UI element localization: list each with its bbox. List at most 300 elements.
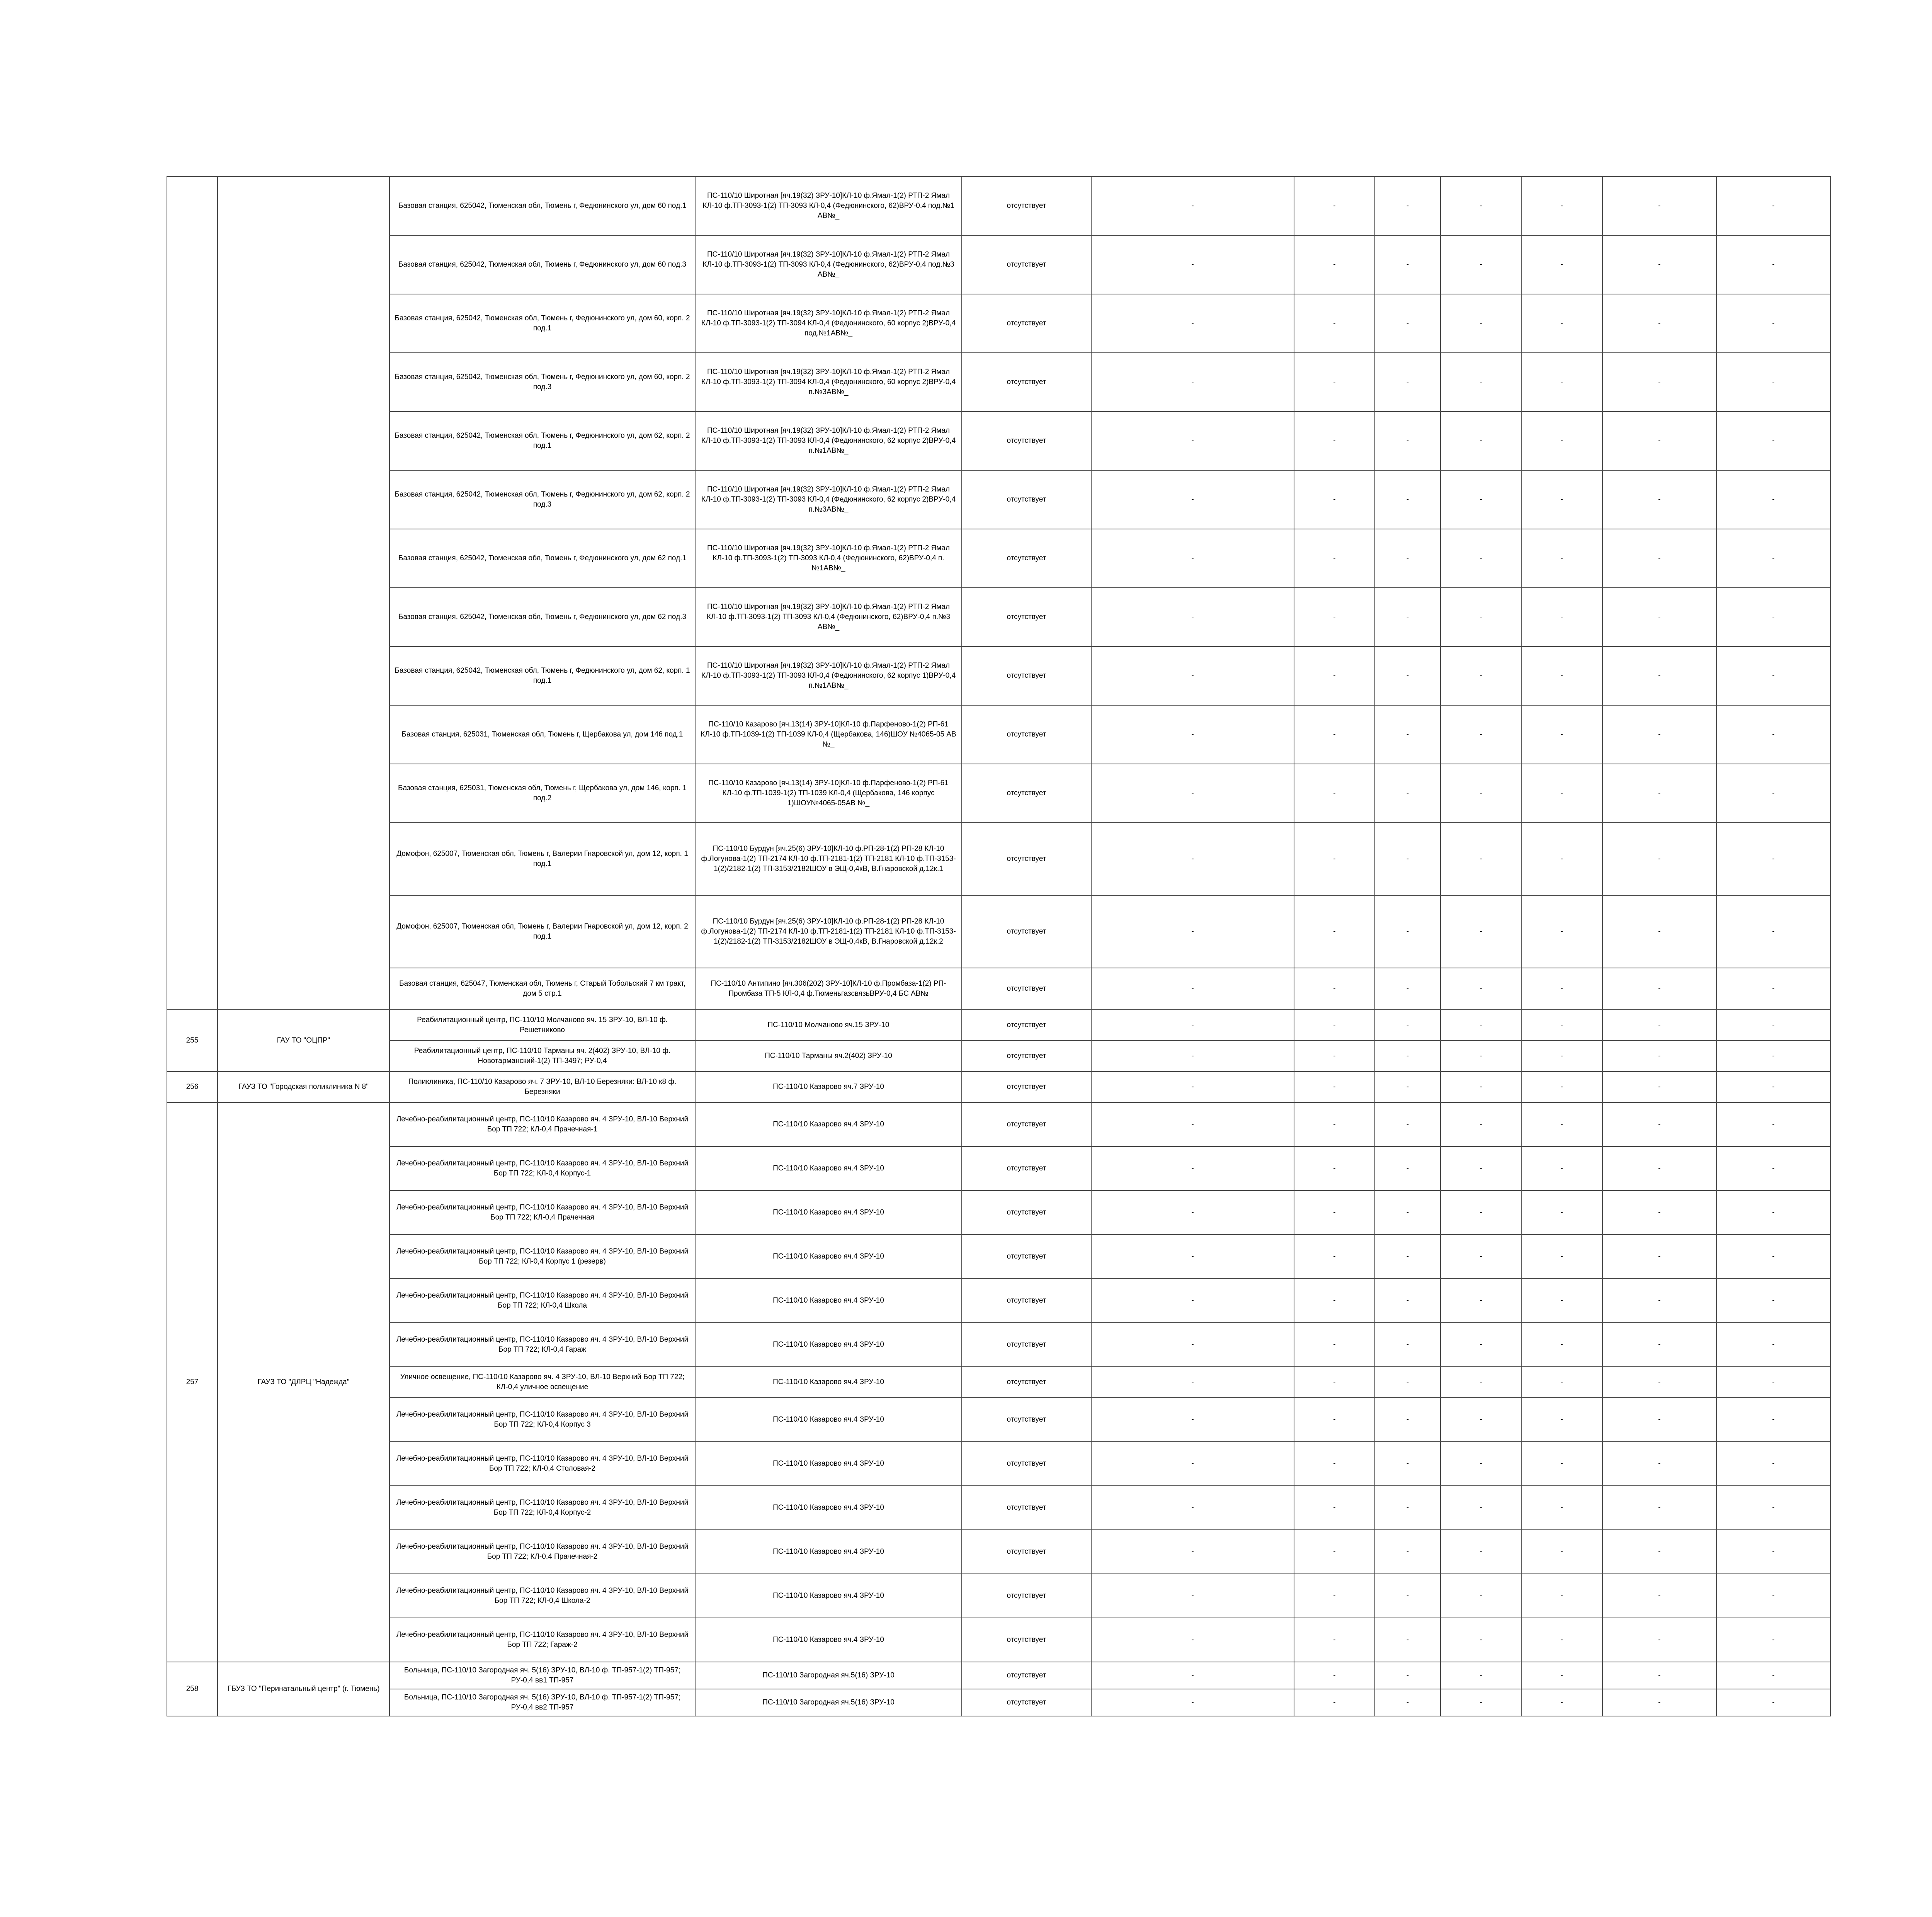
object-cell: Больница, ПС-110/10 Загородная яч. 5(16) ЗРУ-10, ВЛ-10 ф. ТП-957-1(2) ТП-957; РУ-0,4 вв2 ТП-957 [389, 1689, 695, 1716]
dash-cell: - [1521, 1486, 1602, 1530]
dash-cell: - [1602, 1146, 1716, 1191]
dash-cell: - [1091, 1618, 1294, 1662]
table-row [167, 1041, 1830, 1072]
dash-cell: - [1440, 470, 1521, 529]
table-row [167, 1235, 1830, 1279]
dash-cell: - [1294, 1662, 1375, 1689]
number-cell: 255 [167, 1010, 218, 1072]
dash-cell: - [1602, 764, 1716, 823]
dash-cell: - [1602, 1010, 1716, 1041]
object-cell: Лечебно-реабилитационный центр, ПС-110/10 Казарово яч. 4 ЗРУ-10, ВЛ-10 Верхний Бор ТП 722; КЛ-0,4 Школа-2 [389, 1574, 695, 1618]
dash-cell: - [1375, 235, 1440, 294]
object-cell: Базовая станция, 625042, Тюменская обл, Тюмень г, Федюнинского ул, дом 62, корп. 1 под.1 [389, 646, 695, 705]
dash-cell: - [1602, 1235, 1716, 1279]
dash-cell: - [1716, 1530, 1830, 1574]
table-row [167, 588, 1830, 646]
dash-cell: - [1602, 529, 1716, 588]
status-cell: отсутствует [962, 1367, 1091, 1398]
supply-scheme-cell: ПС-110/10 Казарово [яч.13(14) ЗРУ-10]КЛ-10 ф.Парфеново-1(2) РП-61 КЛ-10 ф.ТП-1039-1(2) ТП-1039 КЛ-0,4 (Щербакова, 146)ШОУ №4065-05 АВ №_ [695, 705, 962, 764]
dash-cell: - [1716, 1072, 1830, 1102]
table-row [167, 1486, 1830, 1530]
dash-cell: - [1440, 1072, 1521, 1102]
dash-cell: - [1716, 353, 1830, 412]
object-cell: Реабилитационный центр, ПС-110/10 Молчаново яч. 15 ЗРУ-10, ВЛ-10 ф. Решетниково [389, 1010, 695, 1041]
dash-cell: - [1091, 294, 1294, 353]
dash-cell: - [1716, 1041, 1830, 1072]
table-row [167, 823, 1830, 895]
table-row [167, 294, 1830, 353]
dash-cell: - [1375, 1367, 1440, 1398]
dash-cell: - [1440, 895, 1521, 968]
dash-cell: - [1375, 1662, 1440, 1689]
dash-cell: - [1091, 235, 1294, 294]
dash-cell: - [1602, 470, 1716, 529]
dash-cell: - [1521, 1235, 1602, 1279]
dash-cell: - [1091, 705, 1294, 764]
table-row [167, 705, 1830, 764]
number-cell: 257 [167, 1102, 218, 1662]
dash-cell: - [1602, 1072, 1716, 1102]
dash-cell: - [1440, 588, 1521, 646]
dash-cell: - [1521, 646, 1602, 705]
dash-cell: - [1294, 764, 1375, 823]
dash-cell: - [1602, 1486, 1716, 1530]
number-cell: 256 [167, 1072, 218, 1102]
dash-cell: - [1294, 588, 1375, 646]
object-cell: Базовая станция, 625042, Тюменская обл, Тюмень г, Федюнинского ул, дом 62 под.3 [389, 588, 695, 646]
dash-cell: - [1602, 1191, 1716, 1235]
dash-cell: - [1440, 1618, 1521, 1662]
dash-cell: - [1440, 1191, 1521, 1235]
dash-cell: - [1294, 895, 1375, 968]
dash-cell: - [1602, 1398, 1716, 1442]
supply-scheme-cell: ПС-110/10 Молчаново яч.15 ЗРУ-10 [695, 1010, 962, 1041]
organization-cell: ГБУЗ ТО "Перинатальный центр" (г. Тюмень) [218, 1662, 389, 1716]
dash-cell: - [1091, 1102, 1294, 1146]
dash-cell: - [1521, 588, 1602, 646]
dash-cell: - [1521, 1041, 1602, 1072]
dash-cell: - [1375, 1618, 1440, 1662]
dash-cell: - [1440, 1367, 1521, 1398]
status-cell: отсутствует [962, 294, 1091, 353]
status-cell: отсутствует [962, 1689, 1091, 1716]
supply-scheme-cell: ПС-110/10 Казарово яч.4 ЗРУ-10 [695, 1279, 962, 1323]
dash-cell: - [1716, 1486, 1830, 1530]
dash-cell: - [1521, 353, 1602, 412]
dash-cell: - [1091, 1398, 1294, 1442]
dash-cell: - [1716, 1191, 1830, 1235]
dash-cell: - [1440, 412, 1521, 470]
supply-scheme-cell: ПС-110/10 Тарманы яч.2(402) ЗРУ-10 [695, 1041, 962, 1072]
dash-cell: - [1521, 412, 1602, 470]
table-row [167, 529, 1830, 588]
dash-cell: - [1440, 1323, 1521, 1367]
supply-scheme-cell: ПС-110/10 Бурдун [яч.25(6) ЗРУ-10]КЛ-10 ф.РП-28-1(2) РП-28 КЛ-10 ф.Логунова-1(2) ТП-2174 КЛ-10 ф.ТП-2181-1(2) ТП-2181 КЛ-10 ф.ТП-3153-1(2)/2182-1(2) ТП-3153/2182ШОУ в ЭЩ-0,4кВ, В.Гнаровской д.12к.1 [695, 823, 962, 895]
object-cell: Лечебно-реабилитационный центр, ПС-110/10 Казарово яч. 4 ЗРУ-10, ВЛ-10 Верхний Бор ТП 722; Гараж-2 [389, 1618, 695, 1662]
dash-cell: - [1521, 529, 1602, 588]
status-cell: отсутствует [962, 1618, 1091, 1662]
table-row [167, 412, 1830, 470]
dash-cell: - [1091, 1041, 1294, 1072]
dash-cell: - [1716, 1323, 1830, 1367]
object-cell: Уличное освещение, ПС-110/10 Казарово яч. 4 ЗРУ-10, ВЛ-10 Верхний Бор ТП 722; КЛ-0,4 уличное освещение [389, 1367, 695, 1398]
object-cell: Базовая станция, 625042, Тюменская обл, Тюмень г, Федюнинского ул, дом 62, корп. 2 под.1 [389, 412, 695, 470]
dash-cell: - [1091, 1235, 1294, 1279]
object-cell: Базовая станция, 625031, Тюменская обл, Тюмень г, Щербакова ул, дом 146, корп. 1 под.2 [389, 764, 695, 823]
supply-scheme-cell: ПС-110/10 Казарово яч.4 ЗРУ-10 [695, 1146, 962, 1191]
dash-cell: - [1294, 1618, 1375, 1662]
dash-cell: - [1440, 1530, 1521, 1574]
object-cell: Лечебно-реабилитационный центр, ПС-110/10 Казарово яч. 4 ЗРУ-10, ВЛ-10 Верхний Бор ТП 722; КЛ-0,4 Столовая-2 [389, 1442, 695, 1486]
dash-cell: - [1375, 294, 1440, 353]
status-cell: отсутствует [962, 470, 1091, 529]
dash-cell: - [1294, 353, 1375, 412]
status-cell: отсутствует [962, 588, 1091, 646]
dash-cell: - [1521, 235, 1602, 294]
supply-scheme-cell: ПС-110/10 Широтная [яч.19(32) ЗРУ-10]КЛ-10 ф.Ямал-1(2) РТП-2 Ямал КЛ-10 ф.ТП-3093-1(2) ТП-3093 КЛ-0,4 (Федюнинского, 62 корпус 2)ВРУ-0,4 п.№3АВ№_ [695, 470, 962, 529]
supply-scheme-cell: ПС-110/10 Казарово яч.7 ЗРУ-10 [695, 1072, 962, 1102]
object-cell: Домофон, 625007, Тюменская обл, Тюмень г, Валерии Гнаровской ул, дом 12, корп. 1 под.1 [389, 823, 695, 895]
dash-cell: - [1091, 646, 1294, 705]
dash-cell: - [1440, 823, 1521, 895]
dash-cell: - [1294, 1146, 1375, 1191]
dash-cell: - [1375, 1041, 1440, 1072]
dash-cell: - [1602, 1530, 1716, 1574]
table-row [167, 1191, 1830, 1235]
dash-cell: - [1440, 968, 1521, 1010]
dash-cell: - [1521, 705, 1602, 764]
dash-cell: - [1091, 764, 1294, 823]
table-row [167, 968, 1830, 1010]
status-cell: отсутствует [962, 529, 1091, 588]
object-cell: Лечебно-реабилитационный центр, ПС-110/10 Казарово яч. 4 ЗРУ-10, ВЛ-10 Верхний Бор ТП 722; КЛ-0,4 Корпус-2 [389, 1486, 695, 1530]
dash-cell: - [1602, 1662, 1716, 1689]
dash-cell: - [1294, 294, 1375, 353]
dash-cell: - [1091, 353, 1294, 412]
organization-cell: ГАУЗ ТО "Городская поликлиника N 8" [218, 1072, 389, 1102]
dash-cell: - [1375, 1574, 1440, 1618]
supply-scheme-cell: ПС-110/10 Казарово яч.4 ЗРУ-10 [695, 1323, 962, 1367]
dash-cell: - [1602, 353, 1716, 412]
dash-cell: - [1602, 1041, 1716, 1072]
dash-cell: - [1716, 588, 1830, 646]
dash-cell: - [1716, 1662, 1830, 1689]
status-cell: отсутствует [962, 353, 1091, 412]
dash-cell: - [1521, 1367, 1602, 1398]
status-cell: отсутствует [962, 1530, 1091, 1574]
dash-cell: - [1716, 1398, 1830, 1442]
status-cell: отсутствует [962, 1574, 1091, 1618]
dash-cell: - [1375, 1010, 1440, 1041]
dash-cell: - [1716, 705, 1830, 764]
dash-cell: - [1294, 823, 1375, 895]
object-cell: Базовая станция, 625042, Тюменская обл, Тюмень г, Федюнинского ул, дом 60, корп. 2 под.1 [389, 294, 695, 353]
dash-cell: - [1375, 470, 1440, 529]
dash-cell: - [1091, 1442, 1294, 1486]
supply-scheme-cell: ПС-110/10 Широтная [яч.19(32) ЗРУ-10]КЛ-10 ф.Ямал-1(2) РТП-2 Ямал КЛ-10 ф.ТП-3093-1(2) ТП-3093 КЛ-0,4 (Федюнинского, 62)ВРУ-0,4 п.№1АВ№_ [695, 529, 962, 588]
dash-cell: - [1521, 764, 1602, 823]
status-cell: отсутствует [962, 412, 1091, 470]
object-cell: Домофон, 625007, Тюменская обл, Тюмень г, Валерии Гнаровской ул, дом 12, корп. 2 под.1 [389, 895, 695, 968]
dash-cell: - [1716, 529, 1830, 588]
dash-cell: - [1521, 1191, 1602, 1235]
dash-cell: - [1440, 1041, 1521, 1072]
dash-cell: - [1716, 412, 1830, 470]
table-row [167, 177, 1830, 235]
dash-cell: - [1375, 412, 1440, 470]
dash-cell: - [1375, 1191, 1440, 1235]
dash-cell: - [1375, 588, 1440, 646]
dash-cell: - [1440, 1102, 1521, 1146]
table-row [167, 1279, 1830, 1323]
object-cell: Поликлиника, ПС-110/10 Казарово яч. 7 ЗРУ-10, ВЛ-10 Березняки: ВЛ-10 к8 ф. Березняки [389, 1072, 695, 1102]
dash-cell: - [1716, 968, 1830, 1010]
dash-cell: - [1294, 1191, 1375, 1235]
table-row [167, 1323, 1830, 1367]
dash-cell: - [1375, 968, 1440, 1010]
status-cell: отсутствует [962, 1146, 1091, 1191]
object-cell: Лечебно-реабилитационный центр, ПС-110/10 Казарово яч. 4 ЗРУ-10, ВЛ-10 Верхний Бор ТП 722; КЛ-0,4 Прачечная [389, 1191, 695, 1235]
dash-cell: - [1521, 1442, 1602, 1486]
dash-cell: - [1294, 1442, 1375, 1486]
dash-cell: - [1440, 1689, 1521, 1716]
dash-cell: - [1375, 1146, 1440, 1191]
supply-scheme-cell: ПС-110/10 Загородная яч.5(16) ЗРУ-10 [695, 1689, 962, 1716]
dash-cell: - [1602, 294, 1716, 353]
dash-cell: - [1375, 1689, 1440, 1716]
status-cell: отсутствует [962, 823, 1091, 895]
table-row [167, 1398, 1830, 1442]
dash-cell: - [1294, 412, 1375, 470]
object-cell: Лечебно-реабилитационный центр, ПС-110/10 Казарово яч. 4 ЗРУ-10, ВЛ-10 Верхний Бор ТП 722; КЛ-0,4 Прачечная-1 [389, 1102, 695, 1146]
dash-cell: - [1716, 764, 1830, 823]
status-cell: отсутствует [962, 764, 1091, 823]
object-cell: Реабилитационный центр, ПС-110/10 Тарманы яч. 2(402) ЗРУ-10, ВЛ-10 ф. Новотарманский-1(2) ТП-3497; РУ-0,4 [389, 1041, 695, 1072]
status-cell: отсутствует [962, 968, 1091, 1010]
dash-cell: - [1091, 1530, 1294, 1574]
dash-cell: - [1521, 177, 1602, 235]
status-cell: отсутствует [962, 1010, 1091, 1041]
dash-cell: - [1294, 1323, 1375, 1367]
dash-cell: - [1716, 1235, 1830, 1279]
object-cell: Базовая станция, 625042, Тюменская обл, Тюмень г, Федюнинского ул, дом 60, корп. 2 под.3 [389, 353, 695, 412]
dash-cell: - [1375, 1102, 1440, 1146]
dash-cell: - [1440, 646, 1521, 705]
dash-cell: - [1716, 1279, 1830, 1323]
table-body [167, 177, 1830, 1716]
dash-cell: - [1521, 1146, 1602, 1191]
dash-cell: - [1091, 1689, 1294, 1716]
object-cell: Лечебно-реабилитационный центр, ПС-110/10 Казарово яч. 4 ЗРУ-10, ВЛ-10 Верхний Бор ТП 722; КЛ-0,4 Школа [389, 1279, 695, 1323]
dash-cell: - [1602, 1279, 1716, 1323]
dash-cell: - [1375, 705, 1440, 764]
object-cell: Лечебно-реабилитационный центр, ПС-110/10 Казарово яч. 4 ЗРУ-10, ВЛ-10 Верхний Бор ТП 722; КЛ-0,4 Корпус 3 [389, 1398, 695, 1442]
status-cell: отсутствует [962, 1041, 1091, 1072]
supply-scheme-cell: ПС-110/10 Казарово яч.4 ЗРУ-10 [695, 1102, 962, 1146]
organization-cell: ГАУЗ ТО "ДЛРЦ "Надежда" [218, 1102, 389, 1662]
dash-cell: - [1440, 235, 1521, 294]
dash-cell: - [1294, 177, 1375, 235]
supply-scheme-cell: ПС-110/10 Казарово яч.4 ЗРУ-10 [695, 1530, 962, 1574]
dash-cell: - [1375, 1235, 1440, 1279]
object-cell: Базовая станция, 625031, Тюменская обл, Тюмень г, Щербакова ул, дом 146 под.1 [389, 705, 695, 764]
dash-cell: - [1440, 1442, 1521, 1486]
data-table [167, 176, 1831, 1716]
dash-cell: - [1602, 1574, 1716, 1618]
object-cell: Базовая станция, 625042, Тюменская обл, Тюмень г, Федюнинского ул, дом 60 под.1 [389, 177, 695, 235]
dash-cell: - [1521, 1102, 1602, 1146]
object-cell: Лечебно-реабилитационный центр, ПС-110/10 Казарово яч. 4 ЗРУ-10, ВЛ-10 Верхний Бор ТП 722; КЛ-0,4 Корпус 1 (резерв) [389, 1235, 695, 1279]
table-row [167, 1662, 1830, 1689]
table-row [167, 1574, 1830, 1618]
table-row [167, 1367, 1830, 1398]
status-cell: отсутствует [962, 646, 1091, 705]
status-cell: отсутствует [962, 1662, 1091, 1689]
supply-scheme-cell: ПС-110/10 Казарово [яч.13(14) ЗРУ-10]КЛ-10 ф.Парфеново-1(2) РП-61 КЛ-10 ф.ТП-1039-1(2) ТП-1039 КЛ-0,4 (Щербакова, 146 корпус 1)ШОУ№4065-05АВ №_ [695, 764, 962, 823]
dash-cell: - [1294, 235, 1375, 294]
dash-cell: - [1440, 353, 1521, 412]
supply-scheme-cell: ПС-110/10 Бурдун [яч.25(6) ЗРУ-10]КЛ-10 ф.РП-28-1(2) РП-28 КЛ-10 ф.Логунова-1(2) ТП-2174 КЛ-10 ф.ТП-2181-1(2) ТП-2181 КЛ-10 ф.ТП-3153-1(2)/2182-1(2) ТП-3153/2182ШОУ в ЭЩ-0,4кВ, В.Гнаровской д.12к.2 [695, 895, 962, 968]
supply-scheme-cell: ПС-110/10 Казарово яч.4 ЗРУ-10 [695, 1486, 962, 1530]
table-row [167, 1102, 1830, 1146]
dash-cell: - [1375, 895, 1440, 968]
table-row [167, 1530, 1830, 1574]
dash-cell: - [1521, 1662, 1602, 1689]
dash-cell: - [1521, 1072, 1602, 1102]
dash-cell: - [1091, 1574, 1294, 1618]
dash-cell: - [1716, 823, 1830, 895]
dash-cell: - [1602, 412, 1716, 470]
number-cell [167, 177, 218, 1010]
dash-cell: - [1294, 646, 1375, 705]
status-cell: отсутствует [962, 1486, 1091, 1530]
dash-cell: - [1375, 1442, 1440, 1486]
dash-cell: - [1091, 1662, 1294, 1689]
supply-scheme-cell: ПС-110/10 Казарово яч.4 ЗРУ-10 [695, 1618, 962, 1662]
dash-cell: - [1440, 1574, 1521, 1618]
dash-cell: - [1294, 1574, 1375, 1618]
table-row [167, 1010, 1830, 1041]
status-cell: отсутствует [962, 235, 1091, 294]
dash-cell: - [1375, 764, 1440, 823]
dash-cell: - [1521, 1279, 1602, 1323]
object-cell: Базовая станция, 625042, Тюменская обл, Тюмень г, Федюнинского ул, дом 62 под.1 [389, 529, 695, 588]
dash-cell: - [1091, 968, 1294, 1010]
dash-cell: - [1294, 1689, 1375, 1716]
dash-cell: - [1091, 529, 1294, 588]
dash-cell: - [1602, 177, 1716, 235]
status-cell: отсутствует [962, 705, 1091, 764]
dash-cell: - [1602, 895, 1716, 968]
status-cell: отсутствует [962, 1442, 1091, 1486]
dash-cell: - [1375, 1323, 1440, 1367]
supply-scheme-cell: ПС-110/10 Казарово яч.4 ЗРУ-10 [695, 1235, 962, 1279]
dash-cell: - [1294, 1367, 1375, 1398]
dash-cell: - [1440, 1398, 1521, 1442]
supply-scheme-cell: ПС-110/10 Казарово яч.4 ЗРУ-10 [695, 1398, 962, 1442]
dash-cell: - [1091, 1486, 1294, 1530]
dash-cell: - [1091, 470, 1294, 529]
dash-cell: - [1375, 1398, 1440, 1442]
supply-scheme-cell: ПС-110/10 Загородная яч.5(16) ЗРУ-10 [695, 1662, 962, 1689]
table-row [167, 353, 1830, 412]
table-row [167, 764, 1830, 823]
dash-cell: - [1602, 646, 1716, 705]
dash-cell: - [1440, 177, 1521, 235]
object-cell: Больница, ПС-110/10 Загородная яч. 5(16) ЗРУ-10, ВЛ-10 ф. ТП-957-1(2) ТП-957; РУ-0,4 вв1 ТП-957 [389, 1662, 695, 1689]
dash-cell: - [1375, 353, 1440, 412]
dash-cell: - [1294, 529, 1375, 588]
dash-cell: - [1716, 1574, 1830, 1618]
supply-scheme-cell: ПС-110/10 Казарово яч.4 ЗРУ-10 [695, 1367, 962, 1398]
dash-cell: - [1440, 705, 1521, 764]
dash-cell: - [1294, 1102, 1375, 1146]
dash-cell: - [1521, 1689, 1602, 1716]
object-cell: Лечебно-реабилитационный центр, ПС-110/10 Казарово яч. 4 ЗРУ-10, ВЛ-10 Верхний Бор ТП 722; КЛ-0,4 Корпус-1 [389, 1146, 695, 1191]
dash-cell: - [1521, 968, 1602, 1010]
object-cell: Базовая станция, 625042, Тюменская обл, Тюмень г, Федюнинского ул, дом 60 под.3 [389, 235, 695, 294]
supply-scheme-cell: ПС-110/10 Широтная [яч.19(32) ЗРУ-10]КЛ-10 ф.Ямал-1(2) РТП-2 Ямал КЛ-10 ф.ТП-3093-1(2) ТП-3093 КЛ-0,4 (Федюнинского, 62 корпус 1)ВРУ-0,4 п.№1АВ№_ [695, 646, 962, 705]
dash-cell: - [1294, 1398, 1375, 1442]
status-cell: отсутствует [962, 895, 1091, 968]
dash-cell: - [1091, 895, 1294, 968]
dash-cell: - [1521, 823, 1602, 895]
dash-cell: - [1091, 412, 1294, 470]
dash-cell: - [1091, 823, 1294, 895]
dash-cell: - [1375, 823, 1440, 895]
dash-cell: - [1716, 1689, 1830, 1716]
dash-cell: - [1294, 1235, 1375, 1279]
status-cell: отсутствует [962, 1323, 1091, 1367]
dash-cell: - [1294, 1279, 1375, 1323]
dash-cell: - [1602, 823, 1716, 895]
dash-cell: - [1375, 529, 1440, 588]
object-cell: Лечебно-реабилитационный центр, ПС-110/10 Казарово яч. 4 ЗРУ-10, ВЛ-10 Верхний Бор ТП 722; КЛ-0,4 Гараж [389, 1323, 695, 1367]
status-cell: отсутствует [962, 1279, 1091, 1323]
dash-cell: - [1602, 1102, 1716, 1146]
dash-cell: - [1294, 968, 1375, 1010]
dash-cell: - [1091, 1367, 1294, 1398]
supply-scheme-cell: ПС-110/10 Широтная [яч.19(32) ЗРУ-10]КЛ-10 ф.Ямал-1(2) РТП-2 Ямал КЛ-10 ф.ТП-3093-1(2) ТП-3094 КЛ-0,4 (Федюнинского, 60 корпус 2)ВРУ-0,4 п.№3АВ№_ [695, 353, 962, 412]
dash-cell: - [1716, 646, 1830, 705]
dash-cell: - [1602, 588, 1716, 646]
dash-cell: - [1521, 1398, 1602, 1442]
dash-cell: - [1091, 1146, 1294, 1191]
dash-cell: - [1294, 705, 1375, 764]
dash-cell: - [1294, 1072, 1375, 1102]
dash-cell: - [1091, 1191, 1294, 1235]
object-cell: Лечебно-реабилитационный центр, ПС-110/10 Казарово яч. 4 ЗРУ-10, ВЛ-10 Верхний Бор ТП 722; КЛ-0,4 Прачечная-2 [389, 1530, 695, 1574]
dash-cell: - [1294, 1010, 1375, 1041]
dash-cell: - [1091, 1279, 1294, 1323]
status-cell: отсутствует [962, 1398, 1091, 1442]
dash-cell: - [1521, 1618, 1602, 1662]
supply-scheme-cell: ПС-110/10 Казарово яч.4 ЗРУ-10 [695, 1442, 962, 1486]
dash-cell: - [1440, 1235, 1521, 1279]
dash-cell: - [1440, 764, 1521, 823]
dash-cell: - [1521, 1323, 1602, 1367]
dash-cell: - [1602, 1323, 1716, 1367]
dash-cell: - [1521, 1530, 1602, 1574]
dash-cell: - [1716, 1146, 1830, 1191]
organization-cell: ГАУ ТО "ОЦПР" [218, 1010, 389, 1072]
dash-cell: - [1375, 1279, 1440, 1323]
supply-scheme-cell: ПС-110/10 Широтная [яч.19(32) ЗРУ-10]КЛ-10 ф.Ямал-1(2) РТП-2 Ямал КЛ-10 ф.ТП-3093-1(2) ТП-3093 КЛ-0,4 (Федюнинского, 62)ВРУ-0,4 под.№1 АВ№_ [695, 177, 962, 235]
dash-cell: - [1375, 1530, 1440, 1574]
dash-cell: - [1602, 968, 1716, 1010]
supply-scheme-cell: ПС-110/10 Казарово яч.4 ЗРУ-10 [695, 1574, 962, 1618]
table-row [167, 1146, 1830, 1191]
